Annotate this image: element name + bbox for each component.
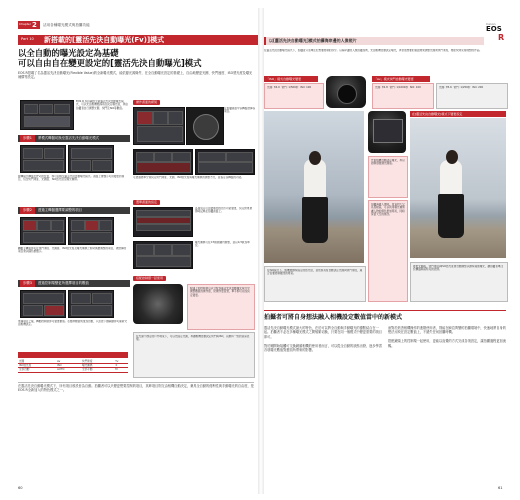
chapter-badge bbox=[18, 21, 40, 29]
section-title: 以[靈活先決自動曝光]模式拍攝海岸邊的人像照片 bbox=[269, 38, 357, 43]
table-cell: 光圈 bbox=[18, 360, 56, 364]
table-cell: 全部手動 bbox=[81, 368, 114, 372]
fv-screen-thumb bbox=[20, 100, 74, 130]
box2-title: 「Av」模式快門自動曝光變更 bbox=[374, 76, 414, 81]
dial-view bbox=[186, 107, 224, 145]
table-cell: AUTO bbox=[56, 368, 81, 372]
left-page: Chapter 2 活用各種曝光模式與拍攝功能 Part 10 新搭載的[靈活先決自動曝光(Fv)]模式 以全自動的曝光設定為基礎 可以自由自在變更設定的[靈活先決自動曝光]模式 EOS R搭載了名為靈活先決自動曝光(Flexible Value)的全新曝光模式，能依據光源條件，在全自動曝光設定的基礎上，自由地變更光圈、快門速度、ISO感光度及曝光補償等設定。 EOS R 所搭載的全新靈活先決自動曝光模式，可以先由相機根據亮度決定曝光值，再由拍攝者自行調整光圈、快門及ISO等數值。 步驟1 將模式轉盤切換至靈活先決自動曝光模式 旋轉模式轉盤至[Fv]的位置，即可切換至靈活先決自動曝光模式。畫面上會顯示可供變更的項目，包含快門速度、光圈值、ISO感光度及曝光補償。 步驟2 透過主轉盤選擇要調整的項目 轉動主轉盤即可在快門速度、光圈值、ISO感光度及曝光補償之間切換要調整的項目，被選擇的項目會以橘色框顯示。 步驟3 透過控制環變更所選擇項目的數值 選擇項目之後，轉動控制環即可變更數值。若要將數值恢復為自動，只需按下刪除鍵即可重新交由相機決定。 光圈 Av 快門速度 Tv ISO感光度 ISO 曝光補償 ± 全部自動 AUTO 全部手動 M 在靈活先決自動曝光模式下，所有項目預設皆為自動。拍攝者可以只變更想要控制的項目，其餘項目則交由相機自動決定，兼具全自動的便利性與手動曝光的自由度，是EOS R全新加入的特色模式之一。 操作畫面的樣貌 在拍攝畫面中以轉盤選擇各項目。 可透過選單分別設定快門速度、光圈、ISO感光度與曝光補償的調整方式，並指定各轉盤的功能。 選單畫面的設定 各項設定可由選單內的自訂功能變更，設定結果會即時反映在拍攝畫面上。 曝光補償可在±3級範圍內調整，並以1/3級為單位。 搭配控制環一起使用 鏡頭上的控制環可以分配為靈活先決自動曝光模式中調整數值的操作環，使操作更直覺，單手即可完成設定變更。 在光線不穩定的戶外場景下，可以先固定光圈，再讓相機自動決定快門與ISO，以維持一致的景深表現。 60 bbox=[12, 8, 258, 494]
table-header bbox=[18, 352, 128, 358]
mode-table bbox=[18, 360, 128, 373]
caption-box: 先由相機自動決定曝光，再以控制環微調光圈值。 bbox=[368, 156, 408, 198]
settings-screen-a bbox=[133, 149, 193, 175]
table-cell: ISO感光度 bbox=[18, 364, 56, 368]
portrait-photo-right bbox=[410, 118, 506, 258]
table-cell: M bbox=[114, 368, 128, 372]
tip-box: 鏡頭上的控制環可以分配為靈活先決自動曝光模式中調整數值的操作環，使操作更直覺，單手即可完成設定變更。 bbox=[187, 284, 255, 330]
fv-screen-large bbox=[133, 107, 185, 145]
part-title: 新搭載的[靈活先決自動曝光(Fv)]模式 bbox=[44, 36, 165, 44]
person-head bbox=[309, 151, 321, 165]
menu-screen-a bbox=[133, 207, 193, 237]
step3-bar bbox=[18, 280, 130, 287]
screen-label: 操作畫面的樣貌 bbox=[133, 100, 160, 105]
table-cell: Av bbox=[56, 360, 81, 364]
data-box-1 bbox=[264, 83, 324, 109]
step1-label: 將模式轉盤切換至靈活先決自動曝光模式 bbox=[37, 136, 99, 140]
person-shirt-2 bbox=[440, 160, 462, 196]
portrait-photo-left bbox=[264, 111, 364, 263]
box1-title: 「ISO」模式自動曝光變更 bbox=[266, 76, 302, 81]
step1-bar bbox=[18, 135, 130, 142]
step1-screen-b bbox=[68, 145, 114, 173]
part-bar bbox=[18, 35, 258, 45]
menu-screen-b bbox=[133, 241, 193, 269]
brand-line1: Canon bbox=[486, 22, 496, 26]
table-cell: ± bbox=[114, 364, 128, 368]
step2-screen-a bbox=[20, 217, 66, 245]
person-skirt-2 bbox=[438, 194, 464, 238]
step3-screen-a bbox=[20, 290, 66, 318]
table-row bbox=[18, 368, 128, 372]
chapter-subtitle: 活用各種曝光模式與拍攝功能 bbox=[43, 23, 90, 27]
person-head-2 bbox=[446, 150, 458, 164]
step1-tag: 步驟1 bbox=[20, 135, 35, 142]
side-note: 拍攝海邊人像時，背景的天空亮度較高，可以利用曝光補償讓人物的膚色更加明亮，同時保留天空的層次。 bbox=[368, 200, 408, 302]
box2-title-bar bbox=[372, 76, 430, 82]
camera-body-photo bbox=[326, 76, 366, 108]
table-cell: ISO bbox=[56, 364, 81, 368]
brand-line2: EOS bbox=[486, 25, 502, 33]
step3-screen-b bbox=[68, 290, 114, 318]
camera-back-photo bbox=[368, 111, 406, 153]
headline-2: 可以自由自在變更設定的[靈活先決自動曝光]模式 bbox=[18, 58, 202, 68]
photo-caption-left: 在ISO模式下，相機會維持固定的感光度，並依照亮度自動決定光圈與快門速度，適合需要控制雜訊的場景。 bbox=[264, 266, 366, 302]
step1-screen-a bbox=[20, 145, 66, 173]
step2-bar bbox=[18, 207, 130, 214]
data1-text: 光圈: f/4.0 快門: 1/500秒 ISO: 100 bbox=[267, 86, 312, 89]
page-number-left: 60 bbox=[18, 486, 23, 490]
part-label: Part 10 bbox=[21, 37, 34, 41]
bottom-heading: 拍攝者可將自身想法融入相機設定數值當中的新模式 bbox=[264, 314, 403, 321]
tip-label: 搭配控制環一起使用 bbox=[133, 276, 166, 281]
chapter-number: 2 bbox=[32, 21, 37, 29]
data-box-2 bbox=[372, 83, 434, 109]
settings-screen-b bbox=[195, 149, 255, 175]
photo-caption-right: 變更光圈後，快門速度與ISO感光度會自動調整以維持適當曝光，讓拍攝者專注於構圖與模特兒的表情。 bbox=[410, 262, 508, 302]
page-number-right: 61 bbox=[498, 486, 503, 490]
step2-label: 透過主轉盤選擇要調整的項目 bbox=[37, 208, 83, 212]
table-cell: Tv bbox=[114, 360, 128, 364]
table-cell: 快門速度 bbox=[81, 360, 114, 364]
note-box: 在光線不穩定的戶外場景下，可以先固定光圈，再讓相機自動決定快門與ISO，以維持一致的景深表現。 bbox=[133, 332, 255, 378]
box1-title-bar bbox=[264, 76, 318, 82]
data2-text: 光圈: f/2.8 快門: 1/1000秒 ISO: 100 bbox=[375, 86, 421, 89]
table-cell: 曝光補償 bbox=[81, 364, 114, 368]
settings-screen-label: 選單畫面的設定 bbox=[133, 200, 160, 205]
data-box-3: 光圈: f/5.6 快門: 1/250秒 ISO: 200 bbox=[436, 83, 508, 109]
book-spread bbox=[12, 8, 510, 494]
headline-1: 以全自動的曝光設定為基礎 bbox=[18, 48, 119, 58]
chapter-label: Chapter bbox=[19, 22, 31, 26]
box3-title-bar bbox=[410, 111, 506, 117]
right-page: Canon EOS R 以[靈活先決自動曝光]模式拍攝海岸邊的人像照片 在靈活先決自動曝光模式下，拍攝者只需專注於想要控制的部分。以海岸邊的人像拍攝為例，先由相機自動決定曝光，再依照想要的畫面效果調整光圈或快門速度，便能快速完成理想的作品。 「ISO」模式自動曝光變更 光圈: f/4.0 快門: 1/500秒 ISO: 100 「Av」模式快門自動曝光變更 光圈: f/2.8 快門: 1/1000秒 ISO: 100 光圈: f/5.6 快門: 1/250秒 ISO: 200 先由相機自動決定曝光，再以控制環微調光圈值。 在[靈活先決自動曝光]模式下變更設定 在ISO模式下，相機會維持固定的感光度，並依照亮度自動決定光圈與快門速度，適合需要控制雜訊的場景。 拍攝海邊人像時，背景的天空亮度較高，可以利用曝光補償讓人物的膚色更加明亮，同時保留天空的層次。 變更光圈後，快門速度與ISO感光度會自動調整以維持適當曝光，讓拍攝者專注於構圖與模特兒的表情。 拍攝者可將自身想法融入相機設定數值當中的新模式 靈活先決自動曝光模式最大的特色，在於可以將全自動與手動曝光的優點結合在一起。拍攝者不必在多種曝光模式之間頻繁切換，只要在同一個模式中變更需要的項目即可。 對於剛開始接觸可交換鏡頭相機的使用者而言，可以從全自動的狀態出發，逐步學習各項曝光數值對畫面所帶來的影響。 而對於熟悉相機操作的進階使用者，則能在瞬息萬變的拍攝環境中，快速地將自身的想法反映在設定數值上，不錯失任何拍攝時機。 搭配鏡頭上的控制環一起使用，更能以直覺的方式完成各項設定，讓拍攝過程更加流暢。 61 bbox=[264, 8, 510, 494]
box3-title: 在[靈活先決自動曝光]模式下變更設定 bbox=[412, 111, 463, 116]
step3-tag: 步驟3 bbox=[20, 280, 35, 287]
step2-screen-b bbox=[68, 217, 114, 245]
step2-tag: 步驟2 bbox=[20, 207, 35, 214]
table-cell: 全部自動 bbox=[18, 368, 56, 372]
person-skirt bbox=[302, 197, 328, 243]
step3-label: 透過控制環變更所選擇項目的數值 bbox=[37, 281, 89, 285]
control-ring-photo bbox=[133, 284, 183, 324]
brand-block bbox=[486, 22, 508, 44]
intro-text: EOS R搭載了名為靈活先決自動曝光(Flexible Value)的全新曝光模式，能依據光源條件，在全自動曝光設定的基礎上，自由地變更光圈、快門速度、ISO感光度及曝光補償等設定。 bbox=[18, 71, 253, 80]
person-shirt bbox=[304, 159, 326, 199]
brand-line3: R bbox=[498, 33, 505, 42]
section-title-bar bbox=[264, 37, 484, 45]
